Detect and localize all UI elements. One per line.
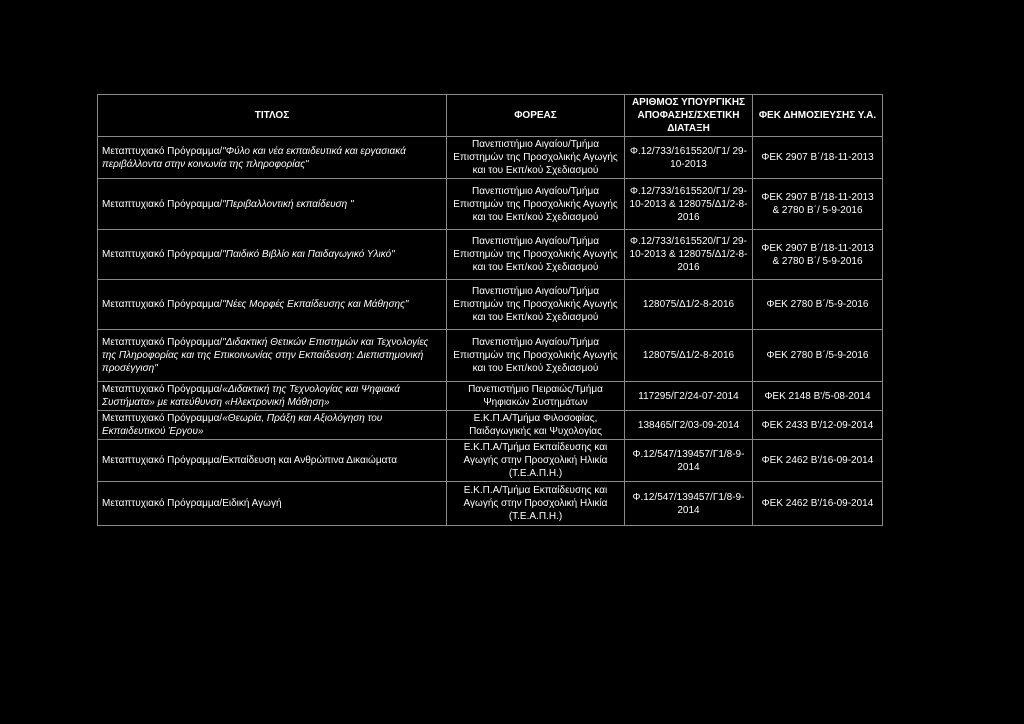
- foreas-cell: Ε.Κ.Π.Α/Τμήμα Φιλοσοφίας, Παιδαγωγικής και Ψυχολογίας: [447, 411, 625, 440]
- title-italic: "Διδακτική Θετικών Επιστημών και Τεχνολογίες της Πληροφορίας και της Επικοινωνίας στην Εκπαίδευση: Διεπιστημονική προσέγγιση": [102, 337, 429, 374]
- table-row: [98, 280, 883, 330]
- foreas-cell: Ε.Κ.Π.Α/Τμήμα Εκπαίδευσης και Αγωγής στην Προσχολική Ηλικία (Τ.Ε.Α.Π.Η.): [447, 440, 625, 482]
- programs-table-container: [97, 94, 882, 526]
- foreas-cell: Ε.Κ.Π.Α/Τμήμα Εκπαίδευσης και Αγωγής στην Προσχολική Ηλικία (Τ.Ε.Α.Π.Η.): [447, 482, 625, 526]
- table-row: [98, 411, 883, 440]
- fek-cell: ΦΕΚ 2462 Β'/16-09-2014: [753, 482, 883, 526]
- title-prefix: Μεταπτυχιακό Πρόγραμμα/: [102, 299, 223, 310]
- title-italic: "Νέες Μορφές Εκπαίδευσης και Μάθησης": [222, 299, 409, 310]
- fek-cell: ΦΕΚ 2780 Β΄/5-9-2016: [753, 330, 883, 382]
- title-cell: [98, 230, 447, 280]
- header-foreas: ΦΟΡΕΑΣ: [447, 95, 625, 137]
- fek-cell: ΦΕΚ 2462 Β'/16-09-2014: [753, 440, 883, 482]
- title-cell: [98, 482, 447, 526]
- title-prefix: Μεταπτυχιακό Πρόγραμμα/: [102, 145, 223, 157]
- header-apofasi: ΑΡΙΘΜΟΣ ΥΠΟΥΡΓΙΚΗΣ ΑΠΟΦΑΣΗΣ/ΣΧΕΤΙΚΗ ΔΙΑΤΑΞΗ: [625, 95, 753, 137]
- apofasi-cell: 117295/Γ2/24-07-2014: [625, 382, 753, 411]
- apofasi-cell: 128075/Δ1/2-8-2016: [625, 280, 753, 330]
- fek-cell: ΦΕΚ 2907 Β΄/18-11-2013: [753, 137, 883, 179]
- foreas-cell: Πανεπιστήμιο Αιγαίου/Τμήμα Επιστημών της Προσχολικής Αγωγής και του Εκπ/κού Σχεδιασμού: [447, 137, 625, 179]
- title-italic: "Περιβαλλοντική εκπαίδευση ": [222, 198, 354, 210]
- table-row: [98, 440, 883, 482]
- table-row: [98, 137, 883, 179]
- header-title: ΤΙΤΛΟΣ: [98, 95, 447, 137]
- fek-cell: ΦΕΚ 2148 Β'/5-08-2014: [753, 382, 883, 411]
- title-italic: «Διδακτική της Τεχνολογίας και Ψηφιακά Συστήματα» με κατεύθυνση «Ηλεκτρονική Μάθηση»: [102, 384, 400, 408]
- fek-cell: ΦΕΚ 2907 Β΄/18-11-2013 & 2780 Β΄/ 5-9-2016: [753, 230, 883, 280]
- foreas-cell: Πανεπιστήμιο Αιγαίου/Τμήμα Επιστημών της Προσχολικής Αγωγής και του Εκπ/κού Σχεδιασμού: [447, 330, 625, 382]
- title-italic: "Παιδικό Βιβλίο και Παιδαγωγικό Υλικό": [222, 249, 395, 260]
- apofasi-cell: 128075/Δ1/2-8-2016: [625, 330, 753, 382]
- title-cell: [98, 382, 447, 411]
- table-header-row: [98, 95, 883, 137]
- foreas-cell: Πανεπιστήμιο Αιγαίου/Τμήμα Επιστημών της Προσχολικής Αγωγής και του Εκπ/κού Σχεδιασμού: [447, 230, 625, 280]
- programs-table: [97, 94, 883, 526]
- table-row: [98, 179, 883, 230]
- fek-cell: ΦΕΚ 2907 Β΄/18-11-2013 & 2780 Β΄/ 5-9-2016: [753, 179, 883, 230]
- title-cell: [98, 137, 447, 179]
- table-row: [98, 330, 883, 382]
- table-row: [98, 230, 883, 280]
- title-prefix: Μεταπτυχιακό Πρόγραμμα/: [102, 337, 223, 348]
- title-cell: [98, 330, 447, 382]
- apofasi-cell: Φ.12/733/1615520/Γ1/ 29-10-2013 & 128075/Δ1/2-8-2016: [625, 179, 753, 230]
- title-prefix: Μεταπτυχιακό Πρόγραμμα/: [102, 384, 223, 395]
- title-cell: [98, 280, 447, 330]
- apofasi-cell: Φ.12/547/139457/Γ1/8-9-2014: [625, 482, 753, 526]
- title-cell: [98, 411, 447, 440]
- title-cell: [98, 440, 447, 482]
- fek-cell: ΦΕΚ 2433 Β'/12-09-2014: [753, 411, 883, 440]
- apofasi-cell: 138465/Γ2/03-09-2014: [625, 411, 753, 440]
- apofasi-cell: Φ.12/733/1615520/Γ1/ 29-10-2013: [625, 137, 753, 179]
- title-prefix: Μεταπτυχιακό Πρόγραμμα/Ειδική Αγωγή: [102, 498, 282, 509]
- foreas-cell: Πανεπιστήμιο Αιγαίου/Τμήμα Επιστημών της Προσχολικής Αγωγής και του Εκπ/κού Σχεδιασμού: [447, 179, 625, 230]
- title-cell: [98, 179, 447, 230]
- title-prefix: Μεταπτυχιακό Πρόγραμμα/: [102, 413, 223, 424]
- foreas-cell: Πανεπιστήμιο Πειραιώς/Τμήμα Ψηφιακών Συστημάτων: [447, 382, 625, 411]
- foreas-cell: Πανεπιστήμιο Αιγαίου/Τμήμα Επιστημών της Προσχολικής Αγωγής και του Εκπ/κού Σχεδιασμού: [447, 280, 625, 330]
- apofasi-cell: Φ.12/733/1615520/Γ1/ 29-10-2013 & 128075/Δ1/2-8-2016: [625, 230, 753, 280]
- table-row: [98, 382, 883, 411]
- title-prefix: Μεταπτυχιακό Πρόγραμμα/Εκπαίδευση και Ανθρώπινα Δικαιώματα: [102, 455, 397, 466]
- fek-cell: ΦΕΚ 2780 Β΄/5-9-2016: [753, 280, 883, 330]
- apofasi-cell: Φ.12/547/139457/Γ1/8-9-2014: [625, 440, 753, 482]
- title-prefix: Μεταπτυχιακό Πρόγραμμα/: [102, 249, 223, 260]
- header-fek: ΦΕΚ ΔΗΜΟΣΙΕΥΣΗΣ Υ.Α.: [753, 95, 883, 137]
- table-row: [98, 482, 883, 526]
- title-italic: "Φύλο και νέα εκπαιδευτικά και εργασιακά περιβάλλοντα στην κοινωνία της πληροφορίας": [102, 145, 406, 170]
- title-italic: «Θεωρία, Πράξη και Αξιολόγηση του Εκπαιδευτικού Έργου»: [102, 413, 383, 437]
- title-prefix: Μεταπτυχιακό Πρόγραμμα/: [102, 198, 223, 210]
